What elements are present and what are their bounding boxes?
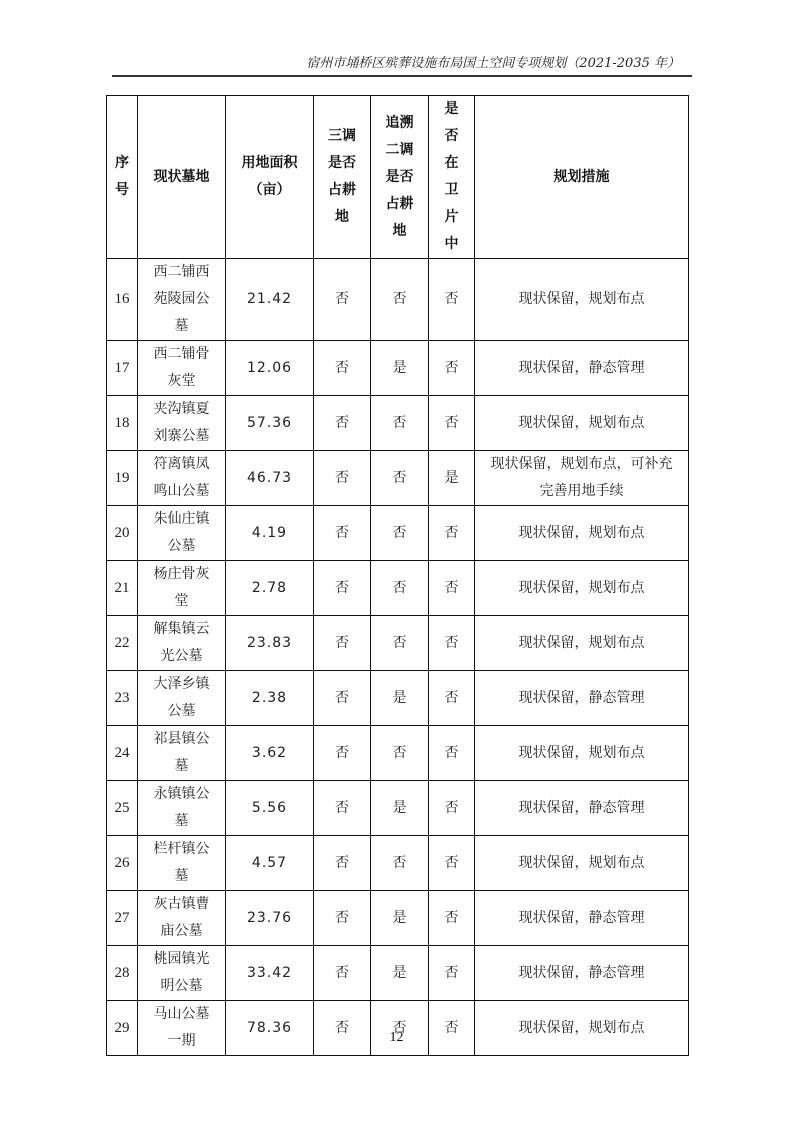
land-area-text: 23.76 [246, 909, 293, 926]
satellite-flag-text: 否 [444, 854, 459, 871]
er-diao-farmland-text: 否 [392, 291, 407, 307]
col-header-measure: 规划措施 [475, 96, 689, 259]
planning-measure-text: 现状保留，规划布点 [518, 854, 645, 871]
land-area [226, 726, 314, 781]
san-diao-farmland [314, 726, 371, 781]
er-diao-farmland [371, 781, 429, 836]
san-diao-farmland-text: 否 [335, 579, 349, 596]
table-row [107, 1001, 689, 1056]
planning-measure [475, 891, 689, 946]
planning-measure [475, 561, 689, 616]
land-area-text: 23.83 [246, 634, 293, 651]
planning-measure [475, 506, 689, 561]
satellite-flag-text: 否 [444, 909, 459, 926]
row-number-text: 20 [114, 524, 130, 541]
satellite-flag [429, 259, 475, 341]
san-diao-farmland [314, 396, 371, 451]
er-diao-farmland-text: 否 [392, 469, 407, 486]
er-diao-farmland-text: 否 [392, 634, 407, 651]
san-diao-farmland-text: 否 [335, 909, 349, 926]
san-diao-farmland-text: 否 [335, 1019, 349, 1036]
satellite-flag [429, 836, 475, 891]
land-area-text: 21.42 [246, 291, 293, 307]
planning-measure-text: 现状保留，规划布点 [518, 291, 645, 307]
satellite-flag-text: 否 [444, 579, 459, 596]
er-diao-farmland-text: 否 [392, 579, 407, 596]
er-diao-farmland [371, 1001, 429, 1056]
cemetery-name-text: 大泽乡镇公墓 [153, 676, 210, 719]
san-diao-farmland-text: 否 [335, 744, 349, 761]
er-diao-farmland-text: 否 [392, 744, 407, 761]
san-diao-farmland-text: 否 [335, 634, 349, 651]
planning-measure [475, 671, 689, 726]
er-diao-farmland [371, 946, 429, 1001]
er-diao-farmland-text: 是 [392, 689, 407, 706]
cemetery-name-text: 灰古镇曹庙公墓 [153, 896, 210, 939]
land-area [226, 781, 314, 836]
satellite-flag-text: 否 [444, 744, 459, 761]
planning-measure-text: 现状保留，规划布点 [518, 579, 645, 596]
cemetery-name [138, 451, 226, 506]
cemetery-name-text: 桃园镇光明公墓 [153, 951, 210, 994]
cemetery-name [138, 671, 226, 726]
land-area-text: 57.36 [246, 414, 293, 431]
san-diao-farmland [314, 781, 371, 836]
satellite-flag-text: 否 [444, 634, 459, 651]
table-row [107, 396, 689, 451]
planning-measure-text: 现状保留，静态管理 [518, 799, 645, 816]
land-area-text: 3.62 [251, 744, 288, 761]
cemetery-name-text: 马山公墓一期 [153, 1006, 210, 1049]
cemetery-name [138, 506, 226, 561]
row-number [107, 781, 138, 836]
row-number-text: 19 [114, 469, 130, 486]
cemetery-name-text: 朱仙庄镇公墓 [153, 511, 210, 554]
col-header-area: 用地面积（亩） [226, 96, 314, 259]
row-number [107, 259, 138, 341]
satellite-flag-text: 是 [444, 469, 459, 486]
er-diao-farmland-text: 否 [392, 1019, 407, 1036]
cemetery-name-text: 西二铺骨灰堂 [153, 346, 210, 389]
planning-measure [475, 781, 689, 836]
er-diao-farmland [371, 341, 429, 396]
planning-measure-text: 现状保留，规划布点 [518, 524, 645, 541]
satellite-flag-text: 否 [444, 1019, 459, 1036]
land-area-text: 78.36 [246, 1019, 293, 1036]
satellite-flag [429, 506, 475, 561]
planning-measure-text: 现状保留，规划布点 [518, 1019, 645, 1036]
row-number [107, 506, 138, 561]
planning-measure [475, 259, 689, 341]
land-area-text: 4.57 [251, 854, 288, 871]
satellite-flag [429, 451, 475, 506]
er-diao-farmland-text: 是 [392, 359, 407, 376]
planning-measure-text: 现状保留，静态管理 [518, 909, 645, 926]
san-diao-farmland-text: 否 [335, 964, 349, 981]
land-area [226, 561, 314, 616]
table-row [107, 451, 689, 506]
row-number-text: 22 [114, 634, 130, 651]
satellite-flag-text: 否 [444, 414, 459, 431]
row-number [107, 891, 138, 946]
cemetery-name-text: 夹沟镇夏刘寨公墓 [153, 401, 210, 444]
cemetery-name [138, 726, 226, 781]
row-number [107, 726, 138, 781]
row-number [107, 1001, 138, 1056]
san-diao-farmland-text: 否 [335, 291, 349, 307]
land-area [226, 451, 314, 506]
cemetery-name [138, 781, 226, 836]
san-diao-farmland-text: 否 [335, 524, 349, 541]
col-header-satellite: 是否在卫片中 [429, 96, 475, 259]
san-diao-farmland [314, 561, 371, 616]
cemetery-name-text: 栏杆镇公墓 [153, 841, 210, 884]
table-row [107, 341, 689, 396]
table-header-row [107, 96, 689, 259]
row-number [107, 616, 138, 671]
cemetery-name [138, 616, 226, 671]
cemetery-name-text: 祁县镇公墓 [153, 731, 210, 774]
row-number-text: 23 [114, 689, 130, 706]
row-number [107, 396, 138, 451]
planning-measure [475, 616, 689, 671]
satellite-flag-text: 否 [444, 359, 459, 376]
planning-measure-text: 现状保留，规划布点，可补充完善用地手续 [490, 456, 673, 499]
satellite-flag-text: 否 [444, 524, 459, 541]
land-area [226, 946, 314, 1001]
er-diao-farmland-text: 是 [392, 964, 407, 981]
table-row [107, 836, 689, 891]
er-diao-farmland [371, 506, 429, 561]
planning-measure [475, 1001, 689, 1056]
san-diao-farmland-text: 否 [335, 689, 349, 706]
land-area [226, 506, 314, 561]
san-diao-farmland-text: 否 [335, 414, 349, 431]
planning-measure [475, 341, 689, 396]
planning-measure-text: 现状保留，规划布点 [518, 414, 645, 431]
land-area [226, 836, 314, 891]
planning-measure-text: 现状保留，规划布点 [518, 634, 645, 651]
er-diao-farmland-text: 否 [392, 524, 407, 541]
land-area-text: 4.19 [251, 524, 288, 541]
san-diao-farmland [314, 506, 371, 561]
san-diao-farmland-text: 否 [335, 854, 349, 871]
row-number [107, 671, 138, 726]
land-area [226, 341, 314, 396]
land-area [226, 1001, 314, 1056]
table-row [107, 781, 689, 836]
cemetery-name [138, 396, 226, 451]
land-area-text: 2.78 [251, 579, 288, 596]
planning-measure-text: 现状保留，静态管理 [518, 359, 645, 376]
planning-measure [475, 836, 689, 891]
cemetery-name [138, 891, 226, 946]
san-diao-farmland-text: 否 [335, 359, 349, 376]
er-diao-farmland [371, 451, 429, 506]
row-number [107, 451, 138, 506]
table-row [107, 891, 689, 946]
cemetery-name [138, 1001, 226, 1056]
table-row [107, 671, 689, 726]
cemetery-name-text: 杨庄骨灰堂 [153, 566, 210, 609]
satellite-flag [429, 561, 475, 616]
san-diao-farmland [314, 946, 371, 1001]
satellite-flag-text: 否 [444, 799, 459, 816]
san-diao-farmland-text: 否 [335, 799, 349, 816]
row-number-text: 18 [114, 414, 130, 431]
er-diao-farmland [371, 891, 429, 946]
land-area-text: 5.56 [251, 799, 288, 816]
cemetery-table [106, 95, 689, 1056]
row-number-text: 26 [114, 854, 130, 871]
san-diao-farmland [314, 836, 371, 891]
col-header-san-diao: 三调是否占耕地 [314, 96, 371, 259]
cemetery-name-text: 永镇镇公墓 [153, 786, 210, 829]
table-row [107, 946, 689, 1001]
row-number [107, 836, 138, 891]
er-diao-farmland-text: 是 [392, 799, 407, 816]
planning-measure-text: 现状保留，静态管理 [518, 689, 645, 706]
land-area [226, 671, 314, 726]
er-diao-farmland-text: 是 [392, 909, 407, 926]
san-diao-farmland [314, 341, 371, 396]
satellite-flag [429, 396, 475, 451]
row-number-text: 29 [114, 1019, 130, 1036]
cemetery-name [138, 341, 226, 396]
row-number [107, 946, 138, 1001]
satellite-flag [429, 616, 475, 671]
row-number-text: 16 [114, 291, 130, 307]
san-diao-farmland-text: 否 [335, 469, 349, 486]
cemetery-name-text: 西二铺西苑陵园公墓 [153, 264, 210, 334]
er-diao-farmland [371, 259, 429, 341]
planning-measure [475, 726, 689, 781]
planning-measure [475, 946, 689, 1001]
san-diao-farmland [314, 891, 371, 946]
satellite-flag-text: 否 [444, 964, 459, 981]
er-diao-farmland [371, 561, 429, 616]
er-diao-farmland [371, 726, 429, 781]
cemetery-name [138, 259, 226, 341]
cemetery-name [138, 836, 226, 891]
row-number-text: 17 [114, 359, 130, 376]
row-number-text: 24 [114, 744, 130, 761]
land-area [226, 259, 314, 341]
page-number: 12 [389, 1030, 404, 1045]
satellite-flag [429, 341, 475, 396]
row-number-text: 27 [114, 909, 130, 926]
cemetery-name [138, 946, 226, 1001]
row-number-text: 21 [114, 579, 130, 596]
planning-measure-text: 现状保留，静态管理 [518, 964, 645, 981]
row-number [107, 341, 138, 396]
header-rule [112, 75, 692, 77]
table-row [107, 561, 689, 616]
satellite-flag-text: 否 [444, 291, 459, 307]
satellite-flag [429, 671, 475, 726]
land-area-text: 2.38 [251, 689, 288, 706]
satellite-flag [429, 726, 475, 781]
san-diao-farmland [314, 616, 371, 671]
table-row [107, 726, 689, 781]
san-diao-farmland [314, 671, 371, 726]
er-diao-farmland [371, 616, 429, 671]
col-header-er-diao: 追溯二调是否占耕地 [371, 96, 429, 259]
san-diao-farmland [314, 259, 371, 341]
table-row [107, 506, 689, 561]
satellite-flag [429, 946, 475, 1001]
san-diao-farmland [314, 451, 371, 506]
land-area [226, 616, 314, 671]
planning-measure-text: 现状保留，规划布点 [518, 744, 645, 761]
running-header: 宿州市埇桥区殡葬设施布局国土空间专项规划（2021-2035 年） [306, 56, 680, 71]
er-diao-farmland-text: 否 [392, 414, 407, 431]
satellite-flag-text: 否 [444, 689, 459, 706]
er-diao-farmland [371, 671, 429, 726]
row-number-text: 28 [114, 964, 130, 981]
er-diao-farmland [371, 836, 429, 891]
land-area-text: 33.42 [246, 964, 293, 981]
land-area-text: 46.73 [246, 469, 293, 486]
er-diao-farmland [371, 396, 429, 451]
san-diao-farmland [314, 1001, 371, 1056]
col-header-no: 序号 [107, 96, 138, 259]
satellite-flag [429, 891, 475, 946]
er-diao-farmland-text: 否 [392, 854, 407, 871]
land-area [226, 396, 314, 451]
cemetery-name-text: 解集镇云光公墓 [153, 621, 210, 664]
col-header-cemetery: 现状墓地 [138, 96, 226, 259]
planning-measure [475, 396, 689, 451]
cemetery-name [138, 561, 226, 616]
table-row [107, 259, 689, 341]
row-number-text: 25 [114, 799, 130, 816]
land-area [226, 891, 314, 946]
land-area-text: 12.06 [246, 359, 293, 376]
planning-measure [475, 451, 689, 506]
cemetery-name-text: 符离镇凤鸣山公墓 [153, 456, 210, 499]
table-row [107, 616, 689, 671]
satellite-flag [429, 781, 475, 836]
satellite-flag [429, 1001, 475, 1056]
row-number [107, 561, 138, 616]
